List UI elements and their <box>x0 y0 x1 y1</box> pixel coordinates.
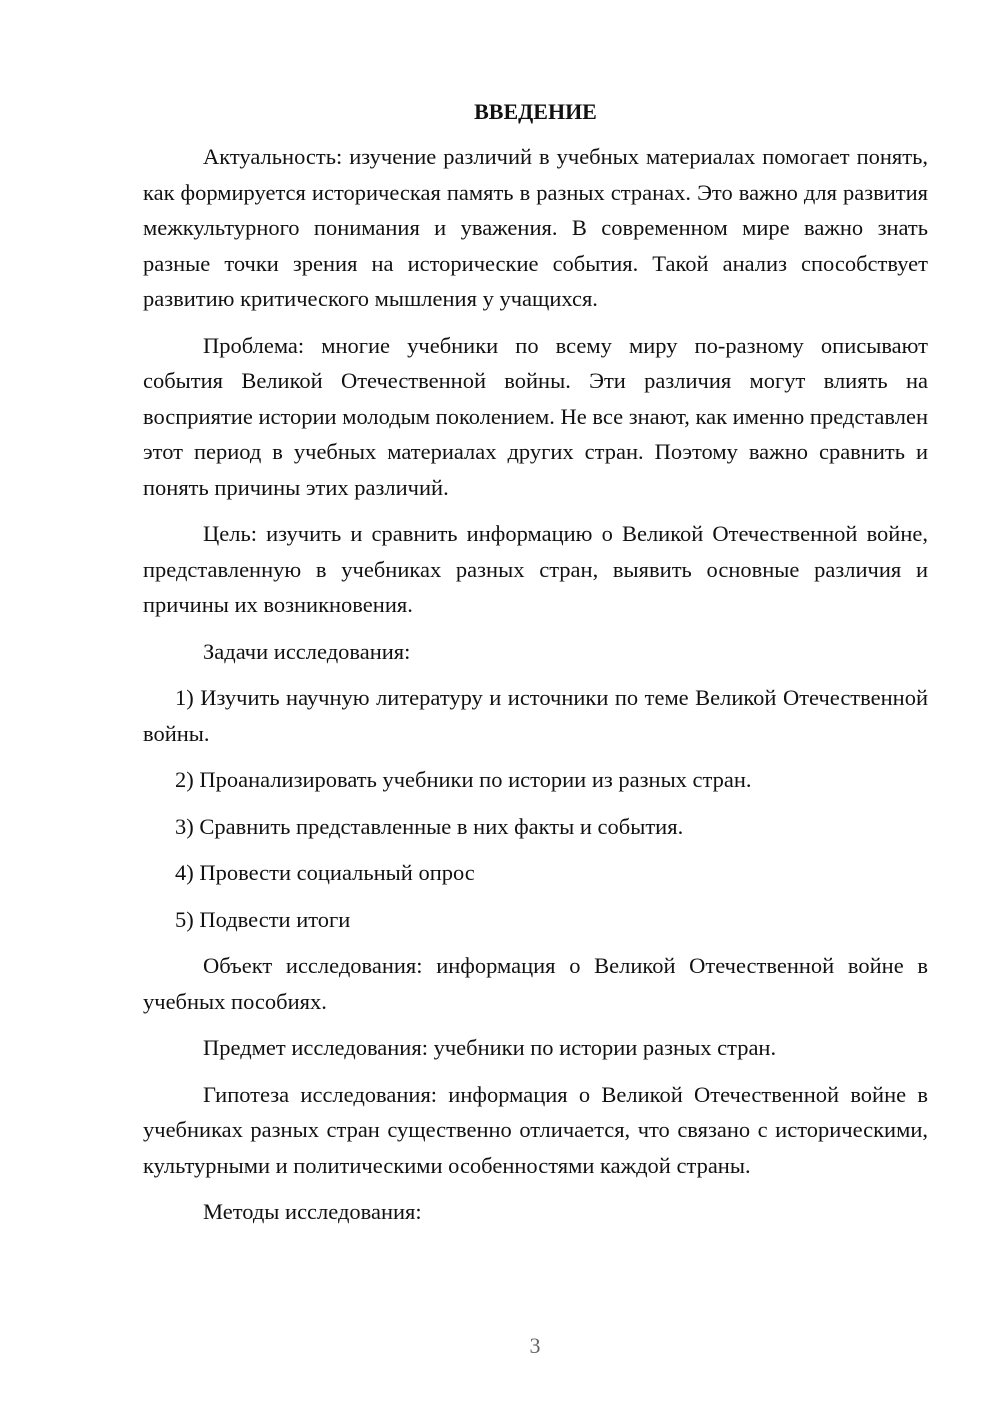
paragraph-problem: Проблема: многие учебники по всему миру по-разному описывают события Великой Отечественной войны. Эти различия могут влиять на восприятие истории молодым поколением. Не все знают, как именно представлен этот период в учебных материалах других стран. Поэтому важно сравнить и понять причины этих различий. <box>143 332 928 500</box>
page-content <box>143 94 928 1241</box>
section-title: ВВЕДЕНИЕ <box>474 99 597 124</box>
paragraph-subject: Предмет исследования: учебники по истории разных стран. <box>203 1035 777 1060</box>
page-number: 3 <box>529 1333 541 1358</box>
task-item: 1) Изучить научную литературу и источники по теме Великой Отечественной войны. <box>143 685 928 746</box>
tasks-heading: Задачи исследования: <box>203 638 411 664</box>
task-item: 2) Проанализировать учебники по истории из разных стран. <box>175 767 752 792</box>
paragraph-hypothesis: Гипотеза исследования: информация о Великой Отечественной войне в учебниках разных стран существенно отличается, что связано с историческими, культурными и политическими особенностями каждой страны. <box>143 1081 928 1178</box>
tasks-list <box>143 680 928 937</box>
task-item: 5) Подвести итоги <box>175 906 351 932</box>
paragraph-goal: Цель: изучить и сравнить информацию о Великой Отечественной войне, представленную в учебниках разных стран, выявить основные различия и причины их возникновения. <box>143 521 928 617</box>
task-item: 4) Провести социальный опрос <box>175 860 475 885</box>
paragraph-relevance: Актуальность: изучение различий в учебных материалах помогает понять, как формируется историческая память в разных странах. Это важно для развития межкультурного понимания и уважения. В современном мире важно знать разные точки зрения на исторические события. Такой анализ способствует развитию критического мышления у учащихся. <box>143 144 928 311</box>
methods-heading: Методы исследования: <box>203 1199 422 1224</box>
paragraph-object: Объект исследования: информация о Великой Отечественной войне в учебных пособиях. <box>143 953 928 1014</box>
task-item: 3) Сравнить представленные в них факты и события. <box>175 813 684 839</box>
